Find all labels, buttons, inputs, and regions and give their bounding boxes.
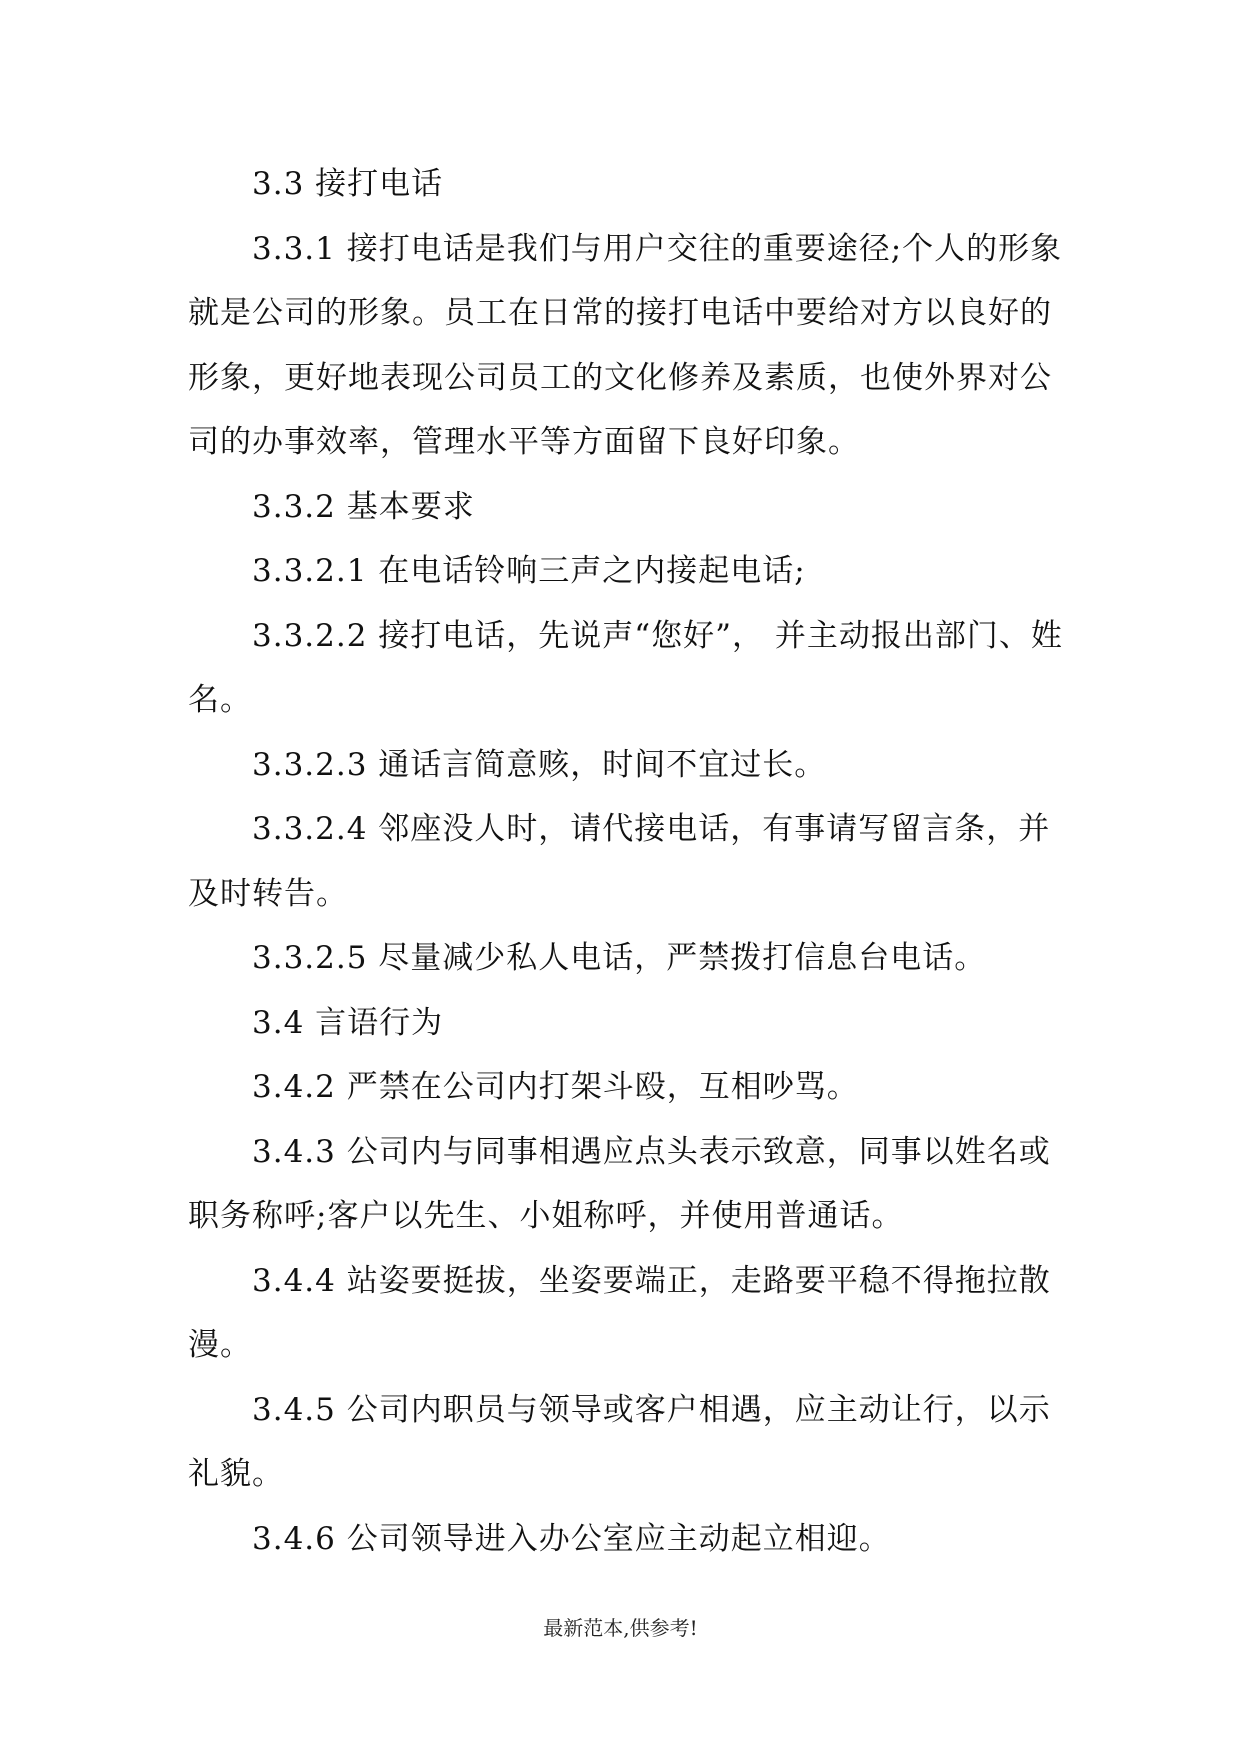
paragraph-3-4-4: 3.4.4 站姿要挺拔，坐姿要端正，走路要平稳不得拖拉散漫。 (188, 1262, 1051, 1363)
document-body (188, 152, 1068, 1571)
paragraph-3-3-2-2: 3.3.2.2 接打电话，先说声“您好”， 并主动报出部门、姓名。 (188, 617, 1063, 718)
paragraph-3-4-3: 3.4.3 公司内与同事相遇应点头表示致意，同事以姓名或职务称呼;客户以先生、小姐称呼，并使用普通话。 (188, 1133, 1051, 1234)
paragraph-3-3-2-3: 3.3.2.3 通话言简意赅，时间不宜过长。 (252, 746, 827, 783)
paragraph-3-3-1: 3.3.1 接打电话是我们与用户交往的重要途径;个人的形象就是公司的形象。员工在日常的接打电话中要给对方以良好的形象，更好地表现公司员工的文化修养及素质，也使外界对公司的办事效率，管理水平等方面留下良好印象。 (188, 230, 1063, 460)
page-footer: 最新范本,供参考! (543, 1616, 698, 1640)
paragraph-3-3-2-4: 3.3.2.4 邻座没人时，请代接电话，有事请写留言条，并及时转告。 (188, 811, 1051, 912)
paragraph-3-4-6: 3.4.6 公司领导进入办公室应主动起立相迎。 (252, 1520, 891, 1557)
section-heading-3-3-2: 3.3.2 基本要求 (252, 488, 475, 525)
section-heading-3-3: 3.3 接打电话 (252, 166, 444, 202)
paragraph-3-3-2-1: 3.3.2.1 在电话铃响三声之内接起电话; (252, 553, 806, 589)
paragraph-3-3-2-5: 3.3.2.5 尽量减少私人电话，严禁拨打信息台电话。 (252, 940, 987, 976)
paragraph-3-4-2: 3.4.2 严禁在公司内打架斗殴，互相吵骂。 (252, 1069, 859, 1105)
section-heading-3-4: 3.4 言语行为 (252, 1004, 444, 1041)
paragraph-3-4-5: 3.4.5 公司内职员与领导或客户相遇，应主动让行，以示礼貌。 (188, 1391, 1051, 1492)
